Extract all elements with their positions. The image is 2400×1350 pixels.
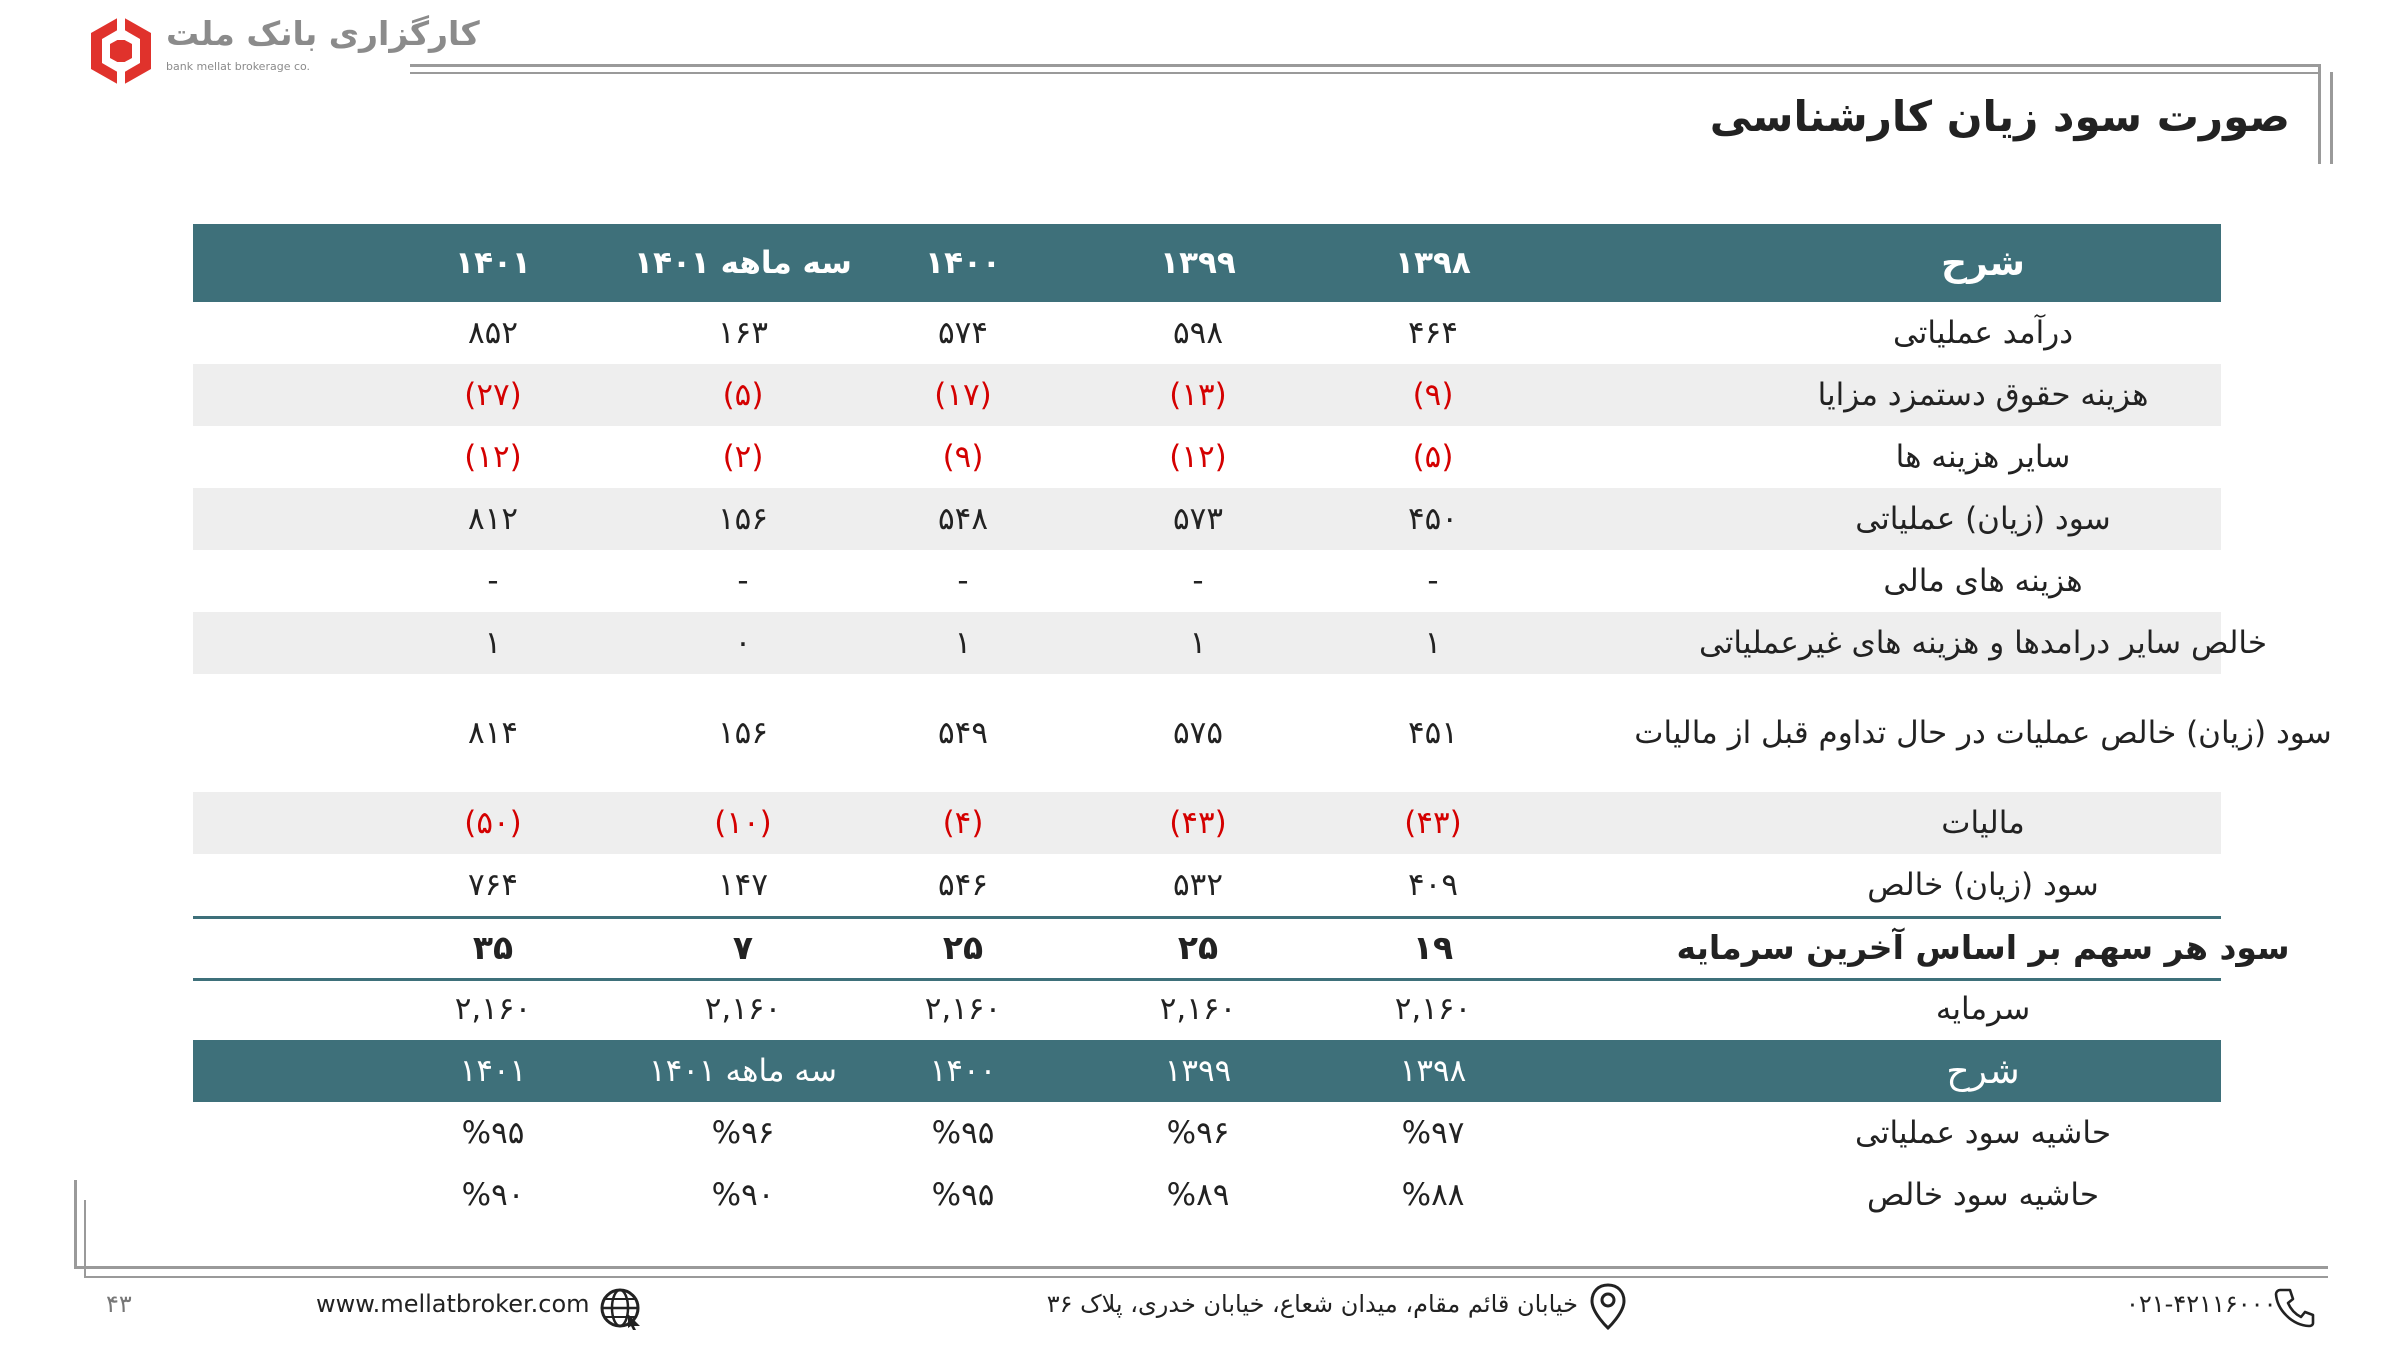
cell-value: %۹۶ — [711, 1115, 775, 1151]
table-row — [193, 612, 2268, 674]
cell-value-negative: (۴۳) — [1169, 805, 1227, 841]
cell-value: %۹۶ — [1166, 1115, 1230, 1151]
cell-value-negative: (۲) — [722, 439, 764, 475]
table-row — [193, 550, 2221, 612]
bottom-frame-line — [74, 1266, 2328, 1269]
brand-logo-icon — [84, 14, 158, 88]
cell-value: ۰ — [734, 625, 752, 661]
header2-col-1401: ۱۴۰۱ — [459, 1053, 527, 1089]
cell-value: ۱ — [954, 625, 972, 661]
cell-value: %۹۷ — [1401, 1115, 1465, 1151]
address-text: خیابان قائم مقام، میدان شعاع، خیابان خدری، پلاک ۳۶ — [1046, 1290, 1578, 1318]
table-row — [193, 854, 2221, 916]
cell-value: ۱ — [1189, 625, 1207, 661]
globe-icon — [598, 1286, 642, 1330]
cell-value: ۱ — [1424, 625, 1442, 661]
row-label: سود (زیان) خالص عملیات در حال تداوم قبل از مالیات — [1634, 715, 2332, 751]
left-frame-line-inner — [84, 1200, 86, 1278]
cell-value: ۴۶۴ — [1408, 315, 1458, 351]
row-label: سود هر سهم بر اساس آخرین سرمایه — [1676, 927, 2290, 967]
cell-value-negative: (۴) — [942, 805, 984, 841]
cell-value-negative: (۵) — [1412, 439, 1454, 475]
table-header-row — [193, 224, 2221, 302]
cell-value: ۴۵۰ — [1408, 501, 1458, 537]
cell-value: ۷۶۴ — [468, 867, 518, 903]
cell-value-negative: (۱۷) — [934, 377, 992, 413]
row-label: هزینه حقوق دستمزد مزایا — [1817, 377, 2149, 413]
row-label: درآمد عملیاتی — [1892, 315, 2074, 351]
cell-value-negative: (۴۳) — [1404, 805, 1462, 841]
cell-value: ۵۷۳ — [1173, 501, 1223, 537]
phone-icon — [2274, 1286, 2316, 1328]
cell-value: - — [487, 563, 499, 599]
cell-value: ۵۳۲ — [1173, 867, 1223, 903]
cell-value: ۵۹۸ — [1173, 315, 1223, 351]
header-desc: شرح — [1941, 242, 2025, 284]
table-row-eps — [193, 916, 2290, 978]
website-link[interactable]: www.mellatbroker.com — [316, 1290, 590, 1318]
cell-value-negative: (۵) — [722, 377, 764, 413]
header-col-1401: ۱۴۰۱ — [455, 245, 531, 281]
header-col-q1-1401: سه ماهه ۱۴۰۱ — [634, 245, 852, 281]
top-frame-line — [410, 64, 2320, 67]
cell-value-negative: (۱۲) — [1169, 439, 1227, 475]
cell-value: %۹۰ — [461, 1177, 525, 1213]
cell-value: ۵۷۵ — [1173, 715, 1223, 751]
cell-value-negative: (۵۰) — [464, 805, 522, 841]
cell-value: ۲,۱۶۰ — [1159, 991, 1237, 1027]
table-row — [193, 426, 2221, 488]
cell-value: ۸۱۴ — [468, 715, 518, 751]
cell-value-negative: (۲۷) — [464, 377, 522, 413]
cell-value: ۱۹ — [1412, 927, 1454, 967]
cell-value: - — [1427, 563, 1439, 599]
cell-value: ۵۴۶ — [938, 867, 988, 903]
cell-value: %۹۵ — [461, 1115, 525, 1151]
page-number: ۴۳ — [106, 1290, 132, 1318]
right-frame-line-inner — [2330, 72, 2333, 164]
cell-value-negative: (۱۲) — [464, 439, 522, 475]
brand-name-fa: کارگزاری بانک ملت — [166, 14, 480, 53]
cell-value: ۱۶۳ — [718, 315, 768, 351]
top-frame-line-inner — [410, 72, 2320, 74]
cell-value: ۱۴۷ — [718, 867, 768, 903]
cell-value-negative: (۱۰) — [714, 805, 772, 841]
location-pin-icon — [1588, 1282, 1628, 1332]
cell-value: ۷ — [732, 927, 754, 967]
cell-value: ۵۷۴ — [938, 315, 988, 351]
header-col-1399: ۱۳۹۹ — [1160, 245, 1236, 281]
cell-value: %۸۹ — [1166, 1177, 1230, 1213]
header2-col-1400: ۱۴۰۰ — [929, 1053, 997, 1089]
cell-value: ۵۴۸ — [938, 501, 988, 537]
cell-value: ۲,۱۶۰ — [704, 991, 782, 1027]
cell-value: - — [957, 563, 969, 599]
row-label: حاشیه سود خالص — [1866, 1177, 2100, 1213]
eps-top-rule — [193, 916, 2221, 919]
table-row — [193, 302, 2221, 364]
table-row — [193, 674, 2332, 792]
row-label: سایر هزینه ها — [1895, 439, 2071, 475]
header2-desc: شرح — [1946, 1050, 2020, 1092]
cell-value: ۴۵۱ — [1408, 715, 1458, 751]
row-label: خالص سایر درامدها و هزینه های غیرعملیاتی — [1698, 625, 2268, 661]
left-frame-line — [74, 1180, 77, 1268]
income-statement-table — [193, 224, 2332, 1226]
cell-value: %۸۸ — [1401, 1177, 1465, 1213]
header2-col-1399: ۱۳۹۹ — [1164, 1053, 1232, 1089]
cell-value: - — [1192, 563, 1204, 599]
cell-value: ۱۵۶ — [718, 715, 768, 751]
cell-value: ۴۰۹ — [1408, 867, 1458, 903]
table-row — [193, 1102, 2221, 1164]
cell-value: %۹۵ — [931, 1115, 995, 1151]
table-row — [193, 1164, 2221, 1226]
cell-value: ۲۵ — [942, 927, 984, 967]
row-label: مالیات — [1941, 805, 2025, 841]
row-label: حاشیه سود عملیاتی — [1855, 1115, 2112, 1151]
row-label: سرمایه — [1935, 991, 2031, 1027]
cell-value: ۱ — [484, 625, 502, 661]
cell-value: %۹۵ — [931, 1177, 995, 1213]
table-row — [193, 978, 2221, 1040]
cell-value: ۱۵۶ — [718, 501, 768, 537]
cell-value-negative: (۹) — [942, 439, 984, 475]
cell-value: ۳۵ — [472, 927, 514, 967]
row-label: هزینه های مالی — [1883, 563, 2083, 599]
header-col-1400: ۱۴۰۰ — [925, 245, 1001, 281]
cell-value: ۸۱۲ — [468, 501, 518, 537]
cell-value: ۲۵ — [1177, 927, 1219, 967]
row-label: سود (زیان) عملیاتی — [1855, 501, 2111, 537]
cell-value: ۵۴۹ — [938, 715, 988, 751]
table-row — [193, 488, 2221, 550]
cell-value: ۲,۱۶۰ — [454, 991, 532, 1027]
eps-bottom-rule — [193, 978, 2221, 981]
cell-value: ۸۵۲ — [468, 315, 518, 351]
header-col-1398: ۱۳۹۸ — [1395, 245, 1471, 281]
cell-value: ۲,۱۶۰ — [1394, 991, 1472, 1027]
cell-value-negative: (۱۳) — [1169, 377, 1227, 413]
right-frame-line — [2318, 64, 2321, 164]
bottom-frame-line-inner — [84, 1276, 2328, 1278]
cell-value: - — [737, 563, 749, 599]
table-row — [193, 364, 2221, 426]
brand-name-en: bank mellat brokerage co. — [166, 60, 311, 73]
table-header-row-2 — [193, 1040, 2221, 1102]
cell-value-negative: (۹) — [1412, 377, 1454, 413]
page-title: صورت سود زیان کارشناسی — [1709, 92, 2290, 141]
phone-number: ۰۲۱-۴۲۱۱۶۰۰۰ — [2126, 1290, 2277, 1318]
row-label: سود (زیان) خالص — [1867, 867, 2099, 903]
header2-col-q1-1401: سه ماهه ۱۴۰۱ — [649, 1053, 837, 1089]
cell-value: %۹۰ — [711, 1177, 775, 1213]
header2-col-1398: ۱۳۹۸ — [1399, 1053, 1467, 1089]
table-row — [193, 792, 2221, 854]
cell-value: ۲,۱۶۰ — [924, 991, 1002, 1027]
